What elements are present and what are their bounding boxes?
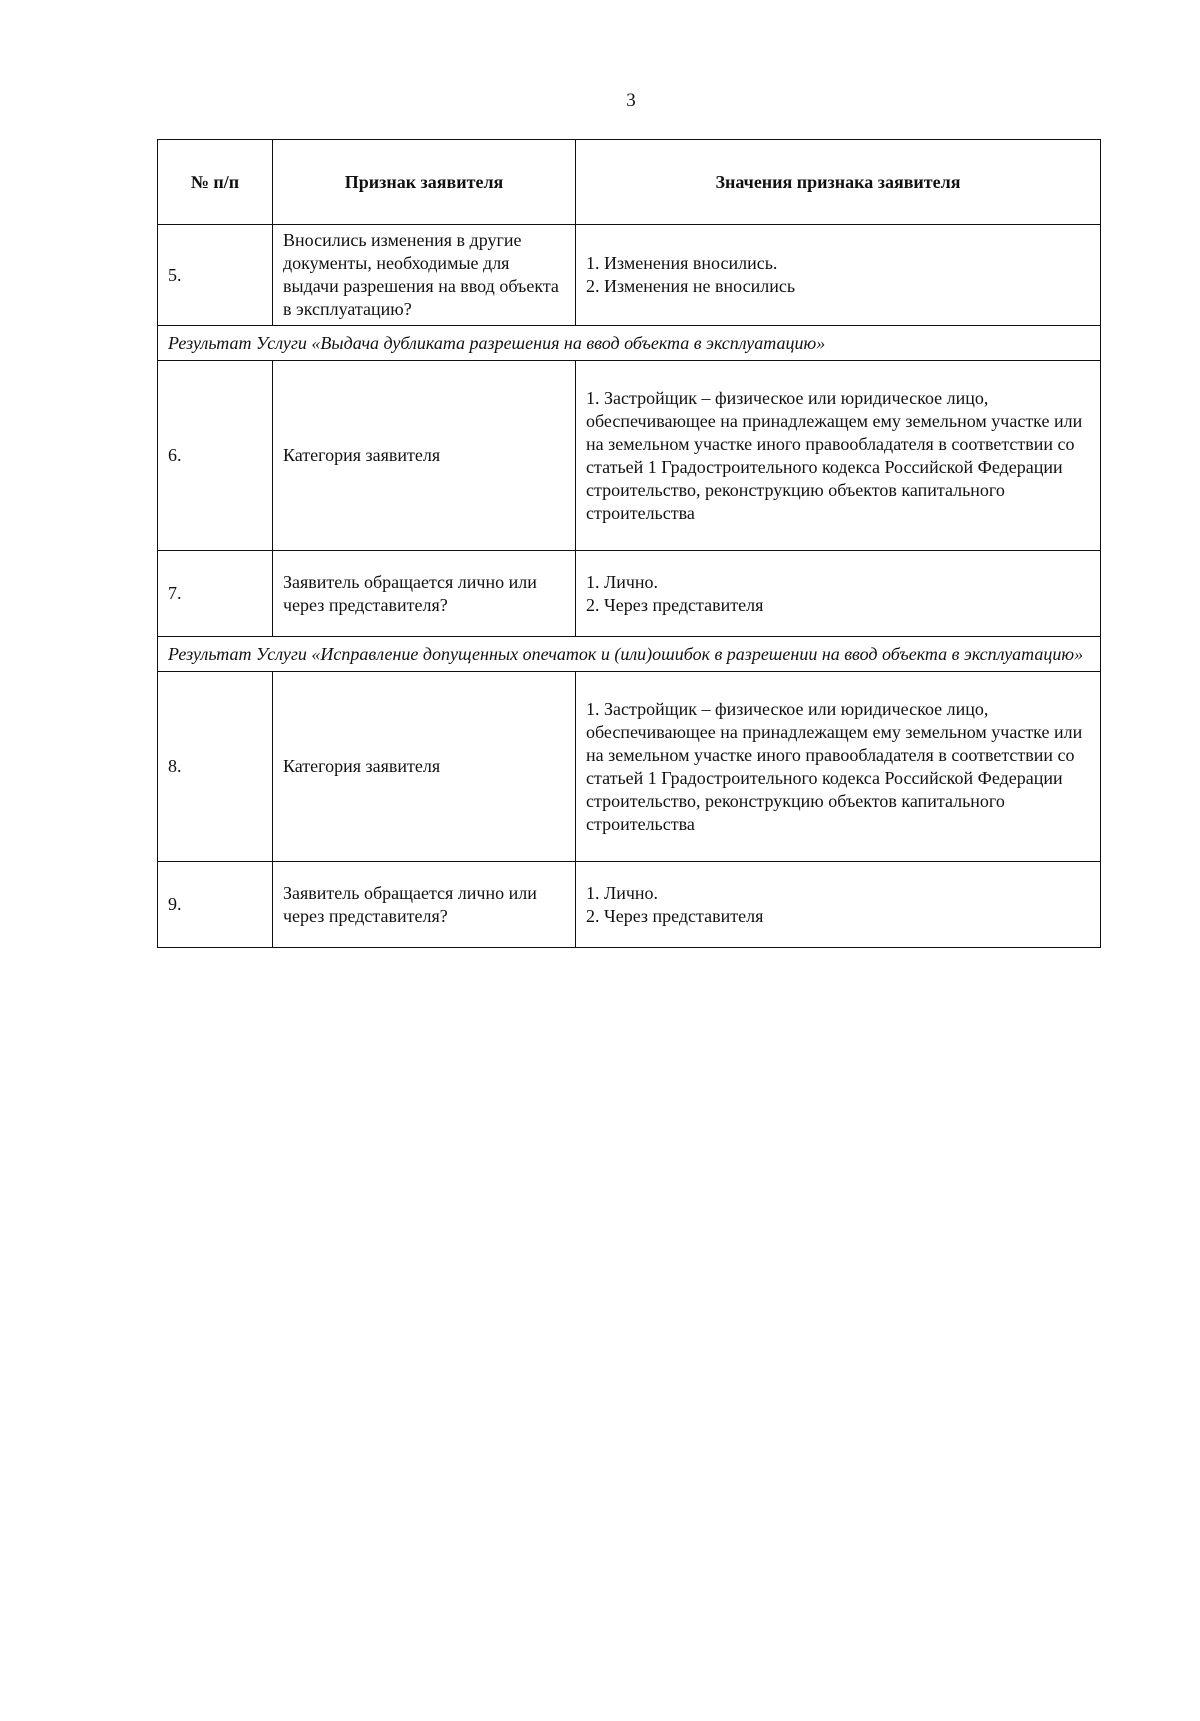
- row-attribute: Категория заявителя: [273, 361, 576, 551]
- value-option: 1. Изменения вносились.: [586, 253, 778, 273]
- row-attribute: Заявитель обращается лично или через представителя?: [273, 551, 576, 637]
- table-header-row: [158, 140, 1101, 225]
- row-values: [576, 551, 1101, 637]
- value-option: 2. Через представителя: [586, 905, 764, 926]
- page-number: 3: [626, 90, 636, 111]
- value-option: 2. Через представителя: [586, 594, 764, 615]
- table-row: [158, 672, 1101, 862]
- table-row: [158, 225, 1101, 326]
- row-attribute: Вносились изменения в другие документы, необходимые для выдачи разрешения на ввод объекта в эксплуатацию?: [273, 225, 576, 326]
- section-row: [158, 326, 1101, 361]
- value-option: 2. Изменения не вносились: [586, 276, 796, 296]
- section-duplicate-result: Результат Услуги «Выдача дубликата разрешения на ввод объекта в эксплуатацию»: [158, 326, 1101, 361]
- value-option: 1. Лично.: [586, 571, 659, 592]
- row-values: [576, 862, 1101, 948]
- row-number: 5.: [158, 225, 273, 326]
- applicant-attributes-table: [157, 139, 1101, 948]
- row-values: 1. Застройщик – физическое или юридическое лицо, обеспечивающее на принадлежащем ему земельном участке или на земельном участке иного правообладателя в соответствии со статьей 1 Градостроительного кодекса Российской Федерации строительство, реконструкцию объектов капитального строительства: [576, 672, 1101, 862]
- table-row: [158, 551, 1101, 637]
- row-attribute: Категория заявителя: [273, 672, 576, 862]
- table-row: [158, 862, 1101, 948]
- value-option: 1. Лично.: [586, 882, 659, 903]
- row-attribute: Заявитель обращается лично или через представителя?: [273, 862, 576, 948]
- row-number: 9.: [158, 862, 273, 948]
- row-values: [576, 225, 1101, 326]
- section-row: [158, 637, 1101, 672]
- row-number: 6.: [158, 361, 273, 551]
- header-number: № п/п: [158, 140, 273, 225]
- row-number: 8.: [158, 672, 273, 862]
- row-values: 1. Застройщик – физическое или юридическое лицо, обеспечивающее на принадлежащем ему земельном участке или на земельном участке иного правообладателя в соответствии со статьей 1 Градостроительного кодекса Российской Федерации строительство, реконструкцию объектов капитального строительства: [576, 361, 1101, 551]
- header-attribute: Признак заявителя: [273, 140, 576, 225]
- header-values: Значения признака заявителя: [576, 140, 1101, 225]
- row-number: 7.: [158, 551, 273, 637]
- table-row: [158, 361, 1101, 551]
- section-correction-result: Результат Услуги «Исправление допущенных опечаток и (или)ошибок в разрешении на ввод объекта в эксплуатацию»: [158, 637, 1101, 672]
